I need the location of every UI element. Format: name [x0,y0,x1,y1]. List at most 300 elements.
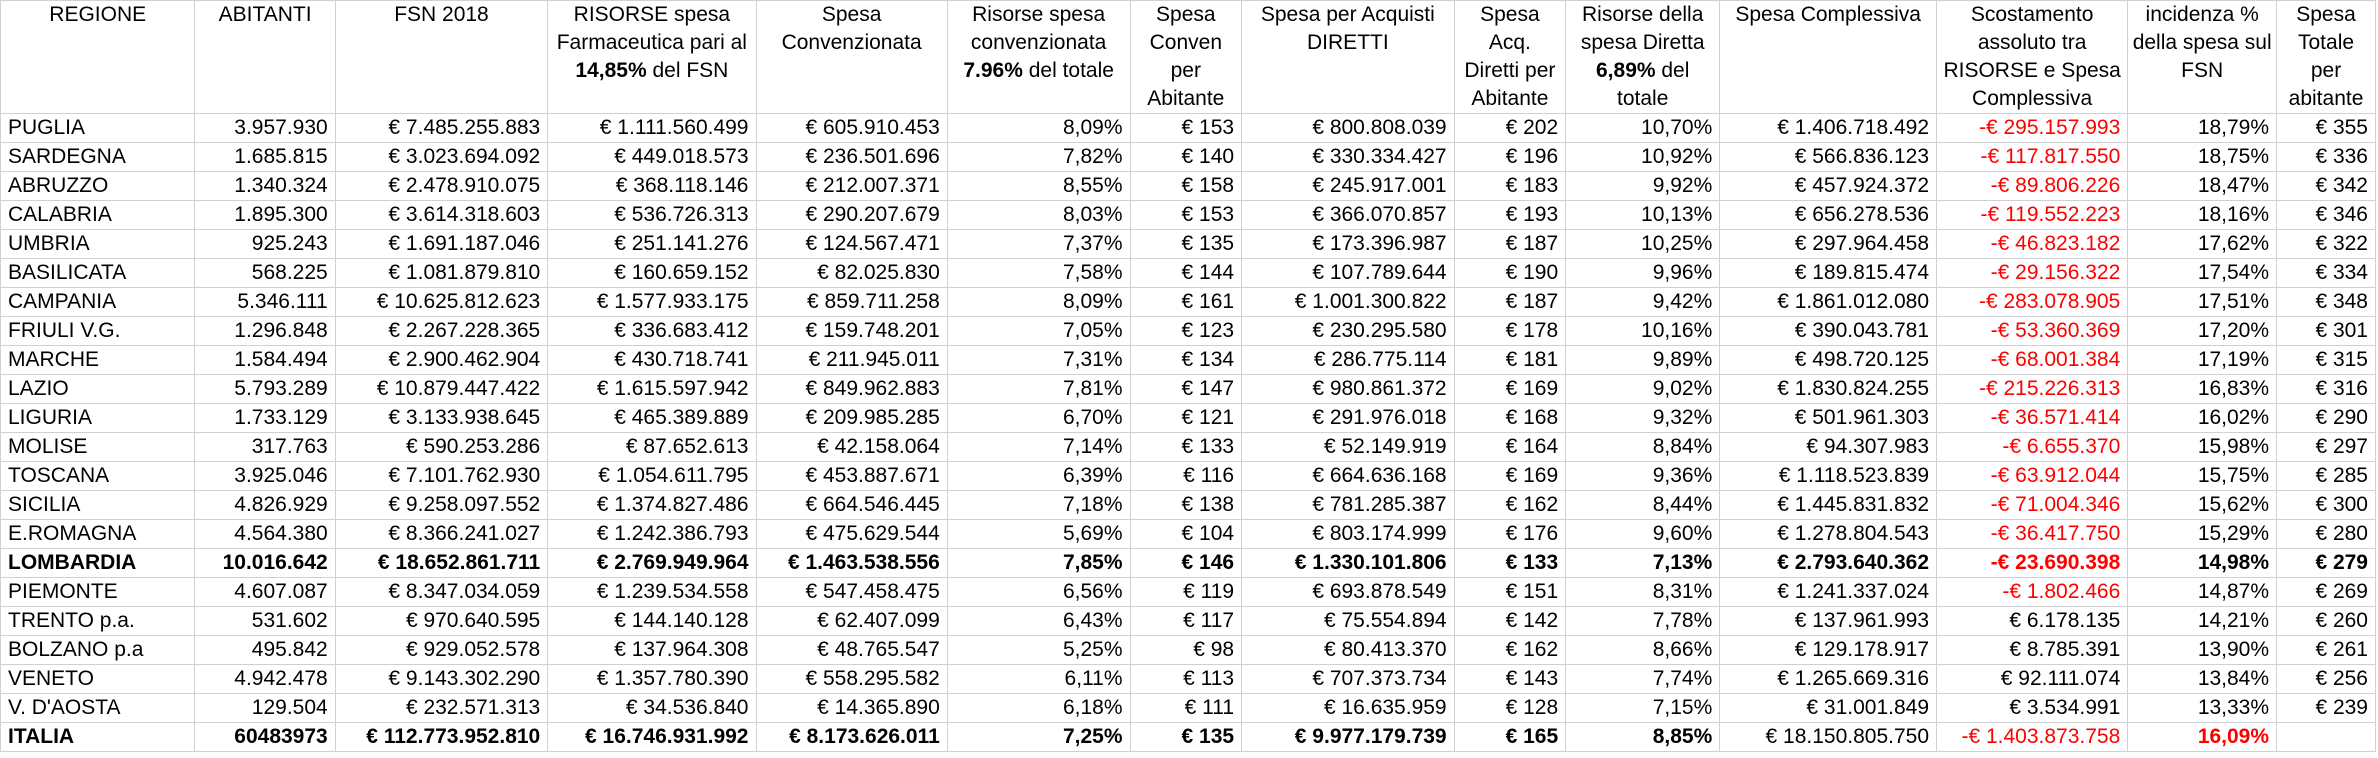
cell-spesa-conven-per-abitante: € 104 [1130,520,1242,549]
cell-abitanti: 10.016.642 [195,549,335,578]
cell-scostamento-assoluto: -€ 46.823.182 [1937,230,2128,259]
cell-risorse-spesa-farmaceutica: € 160.659.152 [548,259,756,288]
cell-spesa-convenzionata: € 290.207.679 [756,201,947,230]
cell-fsn-2018: € 10.625.812.623 [335,288,548,317]
cell-regione: E.ROMAGNA [1,520,195,549]
header-text: RISORSE spesa Farmaceutica pari al [556,3,747,54]
cell-risorse-spesa-farmaceutica: € 1.054.611.795 [548,462,756,491]
cell-spesa-acquisti-diretti: € 9.977.179.739 [1242,723,1455,752]
cell-risorse-spesa-convenzionata: 7,82% [947,143,1130,172]
table-row [1,520,2376,549]
cell-incidenza-spesa-fsn: 15,98% [2128,433,2277,462]
cell-regione: LOMBARDIA [1,549,195,578]
cell-spesa-complessiva: € 1.406.718.492 [1720,114,1937,143]
cell-spesa-totale-per-abitante: € 269 [2277,578,2376,607]
cell-spesa-acquisti-diretti: € 52.149.919 [1242,433,1455,462]
cell-spesa-acq-diretti-per-abitante: € 187 [1454,230,1566,259]
header-scostamento-assoluto [1937,1,2128,114]
cell-spesa-acquisti-diretti: € 803.174.999 [1242,520,1455,549]
cell-scostamento-assoluto: € 92.111.074 [1937,665,2128,694]
cell-spesa-totale-per-abitante [2277,723,2376,752]
header-text: ABITANTI [218,3,312,26]
cell-spesa-conven-per-abitante: € 153 [1130,114,1242,143]
cell-spesa-conven-per-abitante: € 134 [1130,346,1242,375]
cell-spesa-acq-diretti-per-abitante: € 128 [1454,694,1566,723]
cell-risorse-spesa-diretta: 8,85% [1566,723,1720,752]
cell-spesa-conven-per-abitante: € 135 [1130,723,1242,752]
cell-spesa-acquisti-diretti: € 781.285.387 [1242,491,1455,520]
cell-incidenza-spesa-fsn: 17,20% [2128,317,2277,346]
cell-spesa-totale-per-abitante: € 279 [2277,549,2376,578]
cell-fsn-2018: € 18.652.861.711 [335,549,548,578]
header-incidenza-spesa-fsn [2128,1,2277,114]
header-fsn-2018 [335,1,548,114]
cell-regione: FRIULI V.G. [1,317,195,346]
cell-scostamento-assoluto: -€ 295.157.993 [1937,114,2128,143]
header-spesa-acq-diretti-per-abitante [1454,1,1566,114]
header-text: Spesa Convenzionata [781,3,922,54]
cell-scostamento-assoluto: € 6.178.135 [1937,607,2128,636]
cell-spesa-totale-per-abitante: € 285 [2277,462,2376,491]
cell-fsn-2018: € 9.143.302.290 [335,665,548,694]
cell-risorse-spesa-convenzionata: 7,85% [947,549,1130,578]
table-body [1,114,2376,752]
cell-risorse-spesa-farmaceutica: € 336.683.412 [548,317,756,346]
cell-risorse-spesa-farmaceutica: € 251.141.276 [548,230,756,259]
header-text: 7.96% [963,59,1023,82]
cell-abitanti: 568.225 [195,259,335,288]
table-row [1,491,2376,520]
cell-regione: TOSCANA [1,462,195,491]
cell-spesa-convenzionata: € 236.501.696 [756,143,947,172]
cell-spesa-complessiva: € 2.793.640.362 [1720,549,1937,578]
cell-incidenza-spesa-fsn: 17,54% [2128,259,2277,288]
table-row [1,375,2376,404]
cell-spesa-complessiva: € 94.307.983 [1720,433,1937,462]
cell-incidenza-spesa-fsn: 15,29% [2128,520,2277,549]
table-row [1,433,2376,462]
cell-spesa-convenzionata: € 82.025.830 [756,259,947,288]
cell-risorse-spesa-diretta: 7,15% [1566,694,1720,723]
cell-risorse-spesa-farmaceutica: € 368.118.146 [548,172,756,201]
cell-fsn-2018: € 232.571.313 [335,694,548,723]
cell-fsn-2018: € 9.258.097.552 [335,491,548,520]
cell-regione: MARCHE [1,346,195,375]
cell-spesa-acquisti-diretti: € 80.413.370 [1242,636,1455,665]
cell-risorse-spesa-diretta: 9,60% [1566,520,1720,549]
cell-abitanti: 4.942.478 [195,665,335,694]
cell-spesa-complessiva: € 1.265.669.316 [1720,665,1937,694]
cell-risorse-spesa-diretta: 9,36% [1566,462,1720,491]
table-row [1,665,2376,694]
cell-scostamento-assoluto: -€ 36.417.750 [1937,520,2128,549]
cell-regione: ITALIA [1,723,195,752]
cell-risorse-spesa-diretta: 8,66% [1566,636,1720,665]
cell-incidenza-spesa-fsn: 16,02% [2128,404,2277,433]
cell-spesa-acq-diretti-per-abitante: € 190 [1454,259,1566,288]
cell-fsn-2018: € 3.023.694.092 [335,143,548,172]
header-text: 6,89% [1596,59,1656,82]
cell-incidenza-spesa-fsn: 18,16% [2128,201,2277,230]
cell-spesa-acq-diretti-per-abitante: € 196 [1454,143,1566,172]
cell-spesa-convenzionata: € 1.463.538.556 [756,549,947,578]
cell-spesa-totale-per-abitante: € 280 [2277,520,2376,549]
cell-risorse-spesa-diretta: 8,31% [1566,578,1720,607]
cell-risorse-spesa-convenzionata: 7,25% [947,723,1130,752]
cell-risorse-spesa-convenzionata: 6,56% [947,578,1130,607]
cell-abitanti: 1.685.815 [195,143,335,172]
cell-incidenza-spesa-fsn: 18,79% [2128,114,2277,143]
cell-risorse-spesa-farmaceutica: € 1.357.780.390 [548,665,756,694]
cell-spesa-conven-per-abitante: € 117 [1130,607,1242,636]
cell-risorse-spesa-convenzionata: 8,09% [947,288,1130,317]
cell-spesa-acquisti-diretti: € 366.070.857 [1242,201,1455,230]
header-text: REGIONE [49,3,147,26]
table-row [1,317,2376,346]
table-row [1,143,2376,172]
cell-abitanti: 1.895.300 [195,201,335,230]
cell-scostamento-assoluto: € 3.534.991 [1937,694,2128,723]
cell-risorse-spesa-farmaceutica: € 1.111.560.499 [548,114,756,143]
cell-spesa-convenzionata: € 453.887.671 [756,462,947,491]
cell-risorse-spesa-diretta: 9,42% [1566,288,1720,317]
cell-incidenza-spesa-fsn: 16,83% [2128,375,2277,404]
cell-abitanti: 495.842 [195,636,335,665]
header-spesa-totale-per-abitante [2277,1,2376,114]
cell-spesa-complessiva: € 566.836.123 [1720,143,1937,172]
cell-scostamento-assoluto: -€ 29.156.322 [1937,259,2128,288]
cell-scostamento-assoluto: -€ 1.403.873.758 [1937,723,2128,752]
cell-fsn-2018: € 929.052.578 [335,636,548,665]
cell-fsn-2018: € 7.485.255.883 [335,114,548,143]
cell-spesa-conven-per-abitante: € 147 [1130,375,1242,404]
cell-spesa-conven-per-abitante: € 140 [1130,143,1242,172]
cell-spesa-convenzionata: € 159.748.201 [756,317,947,346]
cell-risorse-spesa-farmaceutica: € 465.389.889 [548,404,756,433]
table-row [1,549,2376,578]
cell-spesa-complessiva: € 498.720.125 [1720,346,1937,375]
cell-risorse-spesa-convenzionata: 7,81% [947,375,1130,404]
cell-risorse-spesa-convenzionata: 8,55% [947,172,1130,201]
cell-spesa-complessiva: € 137.961.993 [1720,607,1937,636]
cell-risorse-spesa-diretta: 9,89% [1566,346,1720,375]
cell-abitanti: 925.243 [195,230,335,259]
cell-risorse-spesa-diretta: 7,78% [1566,607,1720,636]
cell-spesa-totale-per-abitante: € 315 [2277,346,2376,375]
cell-scostamento-assoluto: -€ 63.912.044 [1937,462,2128,491]
header-text: Risorse della spesa Diretta [1580,3,1705,54]
cell-spesa-totale-per-abitante: € 355 [2277,114,2376,143]
cell-regione: PUGLIA [1,114,195,143]
cell-fsn-2018: € 1.691.187.046 [335,230,548,259]
cell-abitanti: 60483973 [195,723,335,752]
cell-regione: CAMPANIA [1,288,195,317]
cell-risorse-spesa-convenzionata: 8,03% [947,201,1130,230]
cell-spesa-convenzionata: € 42.158.064 [756,433,947,462]
cell-abitanti: 1.340.324 [195,172,335,201]
table-row [1,607,2376,636]
cell-scostamento-assoluto: -€ 6.655.370 [1937,433,2128,462]
cell-spesa-totale-per-abitante: € 261 [2277,636,2376,665]
cell-fsn-2018: € 970.640.595 [335,607,548,636]
cell-risorse-spesa-diretta: 9,02% [1566,375,1720,404]
cell-risorse-spesa-farmaceutica: € 144.140.128 [548,607,756,636]
cell-fsn-2018: € 7.101.762.930 [335,462,548,491]
cell-risorse-spesa-diretta: 7,74% [1566,665,1720,694]
cell-spesa-conven-per-abitante: € 119 [1130,578,1242,607]
cell-spesa-acq-diretti-per-abitante: € 178 [1454,317,1566,346]
cell-regione: VENETO [1,665,195,694]
cell-spesa-acq-diretti-per-abitante: € 181 [1454,346,1566,375]
cell-spesa-conven-per-abitante: € 158 [1130,172,1242,201]
cell-abitanti: 1.584.494 [195,346,335,375]
cell-spesa-acq-diretti-per-abitante: € 165 [1454,723,1566,752]
cell-risorse-spesa-farmaceutica: € 16.746.931.992 [548,723,756,752]
cell-risorse-spesa-convenzionata: 6,18% [947,694,1130,723]
table-row [1,288,2376,317]
cell-risorse-spesa-convenzionata: 6,11% [947,665,1130,694]
cell-abitanti: 531.602 [195,607,335,636]
header-text: Spesa Conven per Abitante [1147,3,1225,110]
cell-abitanti: 317.763 [195,433,335,462]
cell-risorse-spesa-convenzionata: 7,18% [947,491,1130,520]
cell-scostamento-assoluto: -€ 36.571.414 [1937,404,2128,433]
cell-abitanti: 4.564.380 [195,520,335,549]
cell-scostamento-assoluto: -€ 117.817.550 [1937,143,2128,172]
cell-scostamento-assoluto: -€ 23.690.398 [1937,549,2128,578]
cell-risorse-spesa-farmaceutica: € 1.577.933.175 [548,288,756,317]
cell-risorse-spesa-farmaceutica: € 1.615.597.942 [548,375,756,404]
cell-spesa-totale-per-abitante: € 256 [2277,665,2376,694]
cell-regione: SICILIA [1,491,195,520]
cell-risorse-spesa-farmaceutica: € 2.769.949.964 [548,549,756,578]
cell-spesa-complessiva: € 457.924.372 [1720,172,1937,201]
cell-regione: PIEMONTE [1,578,195,607]
cell-spesa-complessiva: € 390.043.781 [1720,317,1937,346]
cell-risorse-spesa-farmaceutica: € 1.374.827.486 [548,491,756,520]
cell-spesa-convenzionata: € 62.407.099 [756,607,947,636]
cell-spesa-acq-diretti-per-abitante: € 187 [1454,288,1566,317]
cell-regione: LAZIO [1,375,195,404]
cell-risorse-spesa-farmaceutica: € 1.242.386.793 [548,520,756,549]
cell-spesa-totale-per-abitante: € 290 [2277,404,2376,433]
cell-spesa-conven-per-abitante: € 138 [1130,491,1242,520]
cell-fsn-2018: € 10.879.447.422 [335,375,548,404]
cell-spesa-acquisti-diretti: € 707.373.734 [1242,665,1455,694]
header-text: Spesa per Acquisti DIRETTI [1260,3,1435,54]
table-row [1,201,2376,230]
header-text: Risorse spesa convenzionata [970,3,1107,54]
cell-spesa-totale-per-abitante: € 342 [2277,172,2376,201]
cell-abitanti: 3.957.930 [195,114,335,143]
cell-spesa-acq-diretti-per-abitante: € 164 [1454,433,1566,462]
cell-spesa-acq-diretti-per-abitante: € 162 [1454,491,1566,520]
cell-spesa-convenzionata: € 547.458.475 [756,578,947,607]
cell-spesa-acq-diretti-per-abitante: € 142 [1454,607,1566,636]
table-row [1,636,2376,665]
cell-spesa-complessiva: € 189.815.474 [1720,259,1937,288]
header-text: 14,85% [575,59,647,82]
table-row [1,462,2376,491]
header-text: Spesa Complessiva [1735,3,1921,26]
cell-spesa-complessiva: € 1.278.804.543 [1720,520,1937,549]
cell-spesa-complessiva: € 1.445.831.832 [1720,491,1937,520]
cell-spesa-conven-per-abitante: € 144 [1130,259,1242,288]
cell-risorse-spesa-convenzionata: 7,05% [947,317,1130,346]
table-row [1,694,2376,723]
cell-risorse-spesa-convenzionata: 7,37% [947,230,1130,259]
cell-spesa-convenzionata: € 664.546.445 [756,491,947,520]
cell-scostamento-assoluto: -€ 119.552.223 [1937,201,2128,230]
cell-incidenza-spesa-fsn: 14,87% [2128,578,2277,607]
cell-risorse-spesa-farmaceutica: € 536.726.313 [548,201,756,230]
header-risorse-spesa-farmaceutica [548,1,756,114]
cell-spesa-convenzionata: € 211.945.011 [756,346,947,375]
cell-spesa-complessiva: € 501.961.303 [1720,404,1937,433]
cell-risorse-spesa-diretta: 9,96% [1566,259,1720,288]
cell-regione: LIGURIA [1,404,195,433]
table-row [1,259,2376,288]
cell-risorse-spesa-farmaceutica: € 449.018.573 [548,143,756,172]
cell-spesa-totale-per-abitante: € 348 [2277,288,2376,317]
cell-scostamento-assoluto: € 8.785.391 [1937,636,2128,665]
cell-abitanti: 129.504 [195,694,335,723]
cell-risorse-spesa-diretta: 10,70% [1566,114,1720,143]
cell-risorse-spesa-convenzionata: 6,39% [947,462,1130,491]
header-regione [1,1,195,114]
cell-spesa-convenzionata: € 14.365.890 [756,694,947,723]
header-spesa-convenzionata [756,1,947,114]
cell-spesa-totale-per-abitante: € 346 [2277,201,2376,230]
header-abitanti [195,1,335,114]
cell-spesa-acq-diretti-per-abitante: € 169 [1454,375,1566,404]
cell-fsn-2018: € 8.347.034.059 [335,578,548,607]
cell-incidenza-spesa-fsn: 18,75% [2128,143,2277,172]
cell-spesa-acq-diretti-per-abitante: € 168 [1454,404,1566,433]
cell-incidenza-spesa-fsn: 13,33% [2128,694,2277,723]
cell-spesa-totale-per-abitante: € 239 [2277,694,2376,723]
cell-risorse-spesa-convenzionata: 8,09% [947,114,1130,143]
cell-spesa-convenzionata: € 859.711.258 [756,288,947,317]
header-text: del totale [1022,59,1114,82]
cell-risorse-spesa-diretta: 7,13% [1566,549,1720,578]
cell-scostamento-assoluto: -€ 68.001.384 [1937,346,2128,375]
cell-scostamento-assoluto: -€ 215.226.313 [1937,375,2128,404]
cell-scostamento-assoluto: -€ 53.360.369 [1937,317,2128,346]
cell-risorse-spesa-diretta: 10,92% [1566,143,1720,172]
cell-regione: BOLZANO p.a [1,636,195,665]
cell-spesa-acq-diretti-per-abitante: € 202 [1454,114,1566,143]
cell-incidenza-spesa-fsn: 14,98% [2128,549,2277,578]
header-text: del totale [1617,59,1690,110]
cell-abitanti: 1.296.848 [195,317,335,346]
cell-spesa-conven-per-abitante: € 133 [1130,433,1242,462]
cell-risorse-spesa-diretta: 10,25% [1566,230,1720,259]
cell-fsn-2018: € 3.614.318.603 [335,201,548,230]
cell-spesa-convenzionata: € 475.629.544 [756,520,947,549]
cell-risorse-spesa-diretta: 9,32% [1566,404,1720,433]
cell-spesa-conven-per-abitante: € 153 [1130,201,1242,230]
cell-spesa-conven-per-abitante: € 121 [1130,404,1242,433]
cell-spesa-complessiva: € 31.001.849 [1720,694,1937,723]
table-row [1,230,2376,259]
header-text: FSN 2018 [394,3,489,26]
cell-spesa-totale-per-abitante: € 301 [2277,317,2376,346]
cell-incidenza-spesa-fsn: 17,62% [2128,230,2277,259]
cell-spesa-acq-diretti-per-abitante: € 151 [1454,578,1566,607]
cell-risorse-spesa-diretta: 8,84% [1566,433,1720,462]
cell-spesa-acquisti-diretti: € 1.330.101.806 [1242,549,1455,578]
header-text: del FSN [646,59,729,82]
header-spesa-conven-per-abitante [1130,1,1242,114]
cell-abitanti: 5.346.111 [195,288,335,317]
cell-spesa-complessiva: € 18.150.805.750 [1720,723,1937,752]
cell-spesa-complessiva: € 1.118.523.839 [1720,462,1937,491]
cell-spesa-totale-per-abitante: € 297 [2277,433,2376,462]
table-row [1,114,2376,143]
cell-risorse-spesa-convenzionata: 5,69% [947,520,1130,549]
cell-regione: CALABRIA [1,201,195,230]
cell-abitanti: 4.607.087 [195,578,335,607]
cell-risorse-spesa-convenzionata: 7,31% [947,346,1130,375]
cell-risorse-spesa-farmaceutica: € 87.652.613 [548,433,756,462]
header-spesa-acquisti-diretti [1242,1,1455,114]
table-row [1,346,2376,375]
cell-spesa-acquisti-diretti: € 245.917.001 [1242,172,1455,201]
cell-regione: ABRUZZO [1,172,195,201]
cell-scostamento-assoluto: -€ 89.806.226 [1937,172,2128,201]
cell-spesa-conven-per-abitante: € 113 [1130,665,1242,694]
cell-spesa-acquisti-diretti: € 75.554.894 [1242,607,1455,636]
cell-spesa-acquisti-diretti: € 286.775.114 [1242,346,1455,375]
cell-spesa-conven-per-abitante: € 123 [1130,317,1242,346]
cell-spesa-acq-diretti-per-abitante: € 133 [1454,549,1566,578]
cell-spesa-acquisti-diretti: € 16.635.959 [1242,694,1455,723]
cell-abitanti: 3.925.046 [195,462,335,491]
cell-risorse-spesa-diretta: 10,16% [1566,317,1720,346]
cell-spesa-conven-per-abitante: € 161 [1130,288,1242,317]
cell-spesa-totale-per-abitante: € 300 [2277,491,2376,520]
header-text: incidenza % della spesa sul FSN [2132,3,2272,82]
header-risorse-spesa-convenzionata [947,1,1130,114]
cell-spesa-acq-diretti-per-abitante: € 169 [1454,462,1566,491]
cell-spesa-acquisti-diretti: € 980.861.372 [1242,375,1455,404]
cell-risorse-spesa-convenzionata: 6,43% [947,607,1130,636]
cell-spesa-totale-per-abitante: € 336 [2277,143,2376,172]
cell-regione: TRENTO p.a. [1,607,195,636]
cell-spesa-acquisti-diretti: € 230.295.580 [1242,317,1455,346]
cell-spesa-acquisti-diretti: € 800.808.039 [1242,114,1455,143]
cell-spesa-conven-per-abitante: € 146 [1130,549,1242,578]
cell-risorse-spesa-convenzionata: 5,25% [947,636,1130,665]
cell-risorse-spesa-farmaceutica: € 430.718.741 [548,346,756,375]
cell-spesa-acq-diretti-per-abitante: € 183 [1454,172,1566,201]
header-risorse-spesa-diretta [1566,1,1720,114]
table-header [1,1,2376,114]
cell-spesa-complessiva: € 1.861.012.080 [1720,288,1937,317]
cell-regione: MOLISE [1,433,195,462]
cell-spesa-acquisti-diretti: € 173.396.987 [1242,230,1455,259]
cell-spesa-totale-per-abitante: € 260 [2277,607,2376,636]
cell-abitanti: 5.793.289 [195,375,335,404]
cell-incidenza-spesa-fsn: 13,84% [2128,665,2277,694]
cell-spesa-acquisti-diretti: € 1.001.300.822 [1242,288,1455,317]
cell-spesa-convenzionata: € 48.765.547 [756,636,947,665]
cell-regione: BASILICATA [1,259,195,288]
cell-regione: V. D'AOSTA [1,694,195,723]
cell-spesa-totale-per-abitante: € 334 [2277,259,2376,288]
cell-incidenza-spesa-fsn: 13,90% [2128,636,2277,665]
